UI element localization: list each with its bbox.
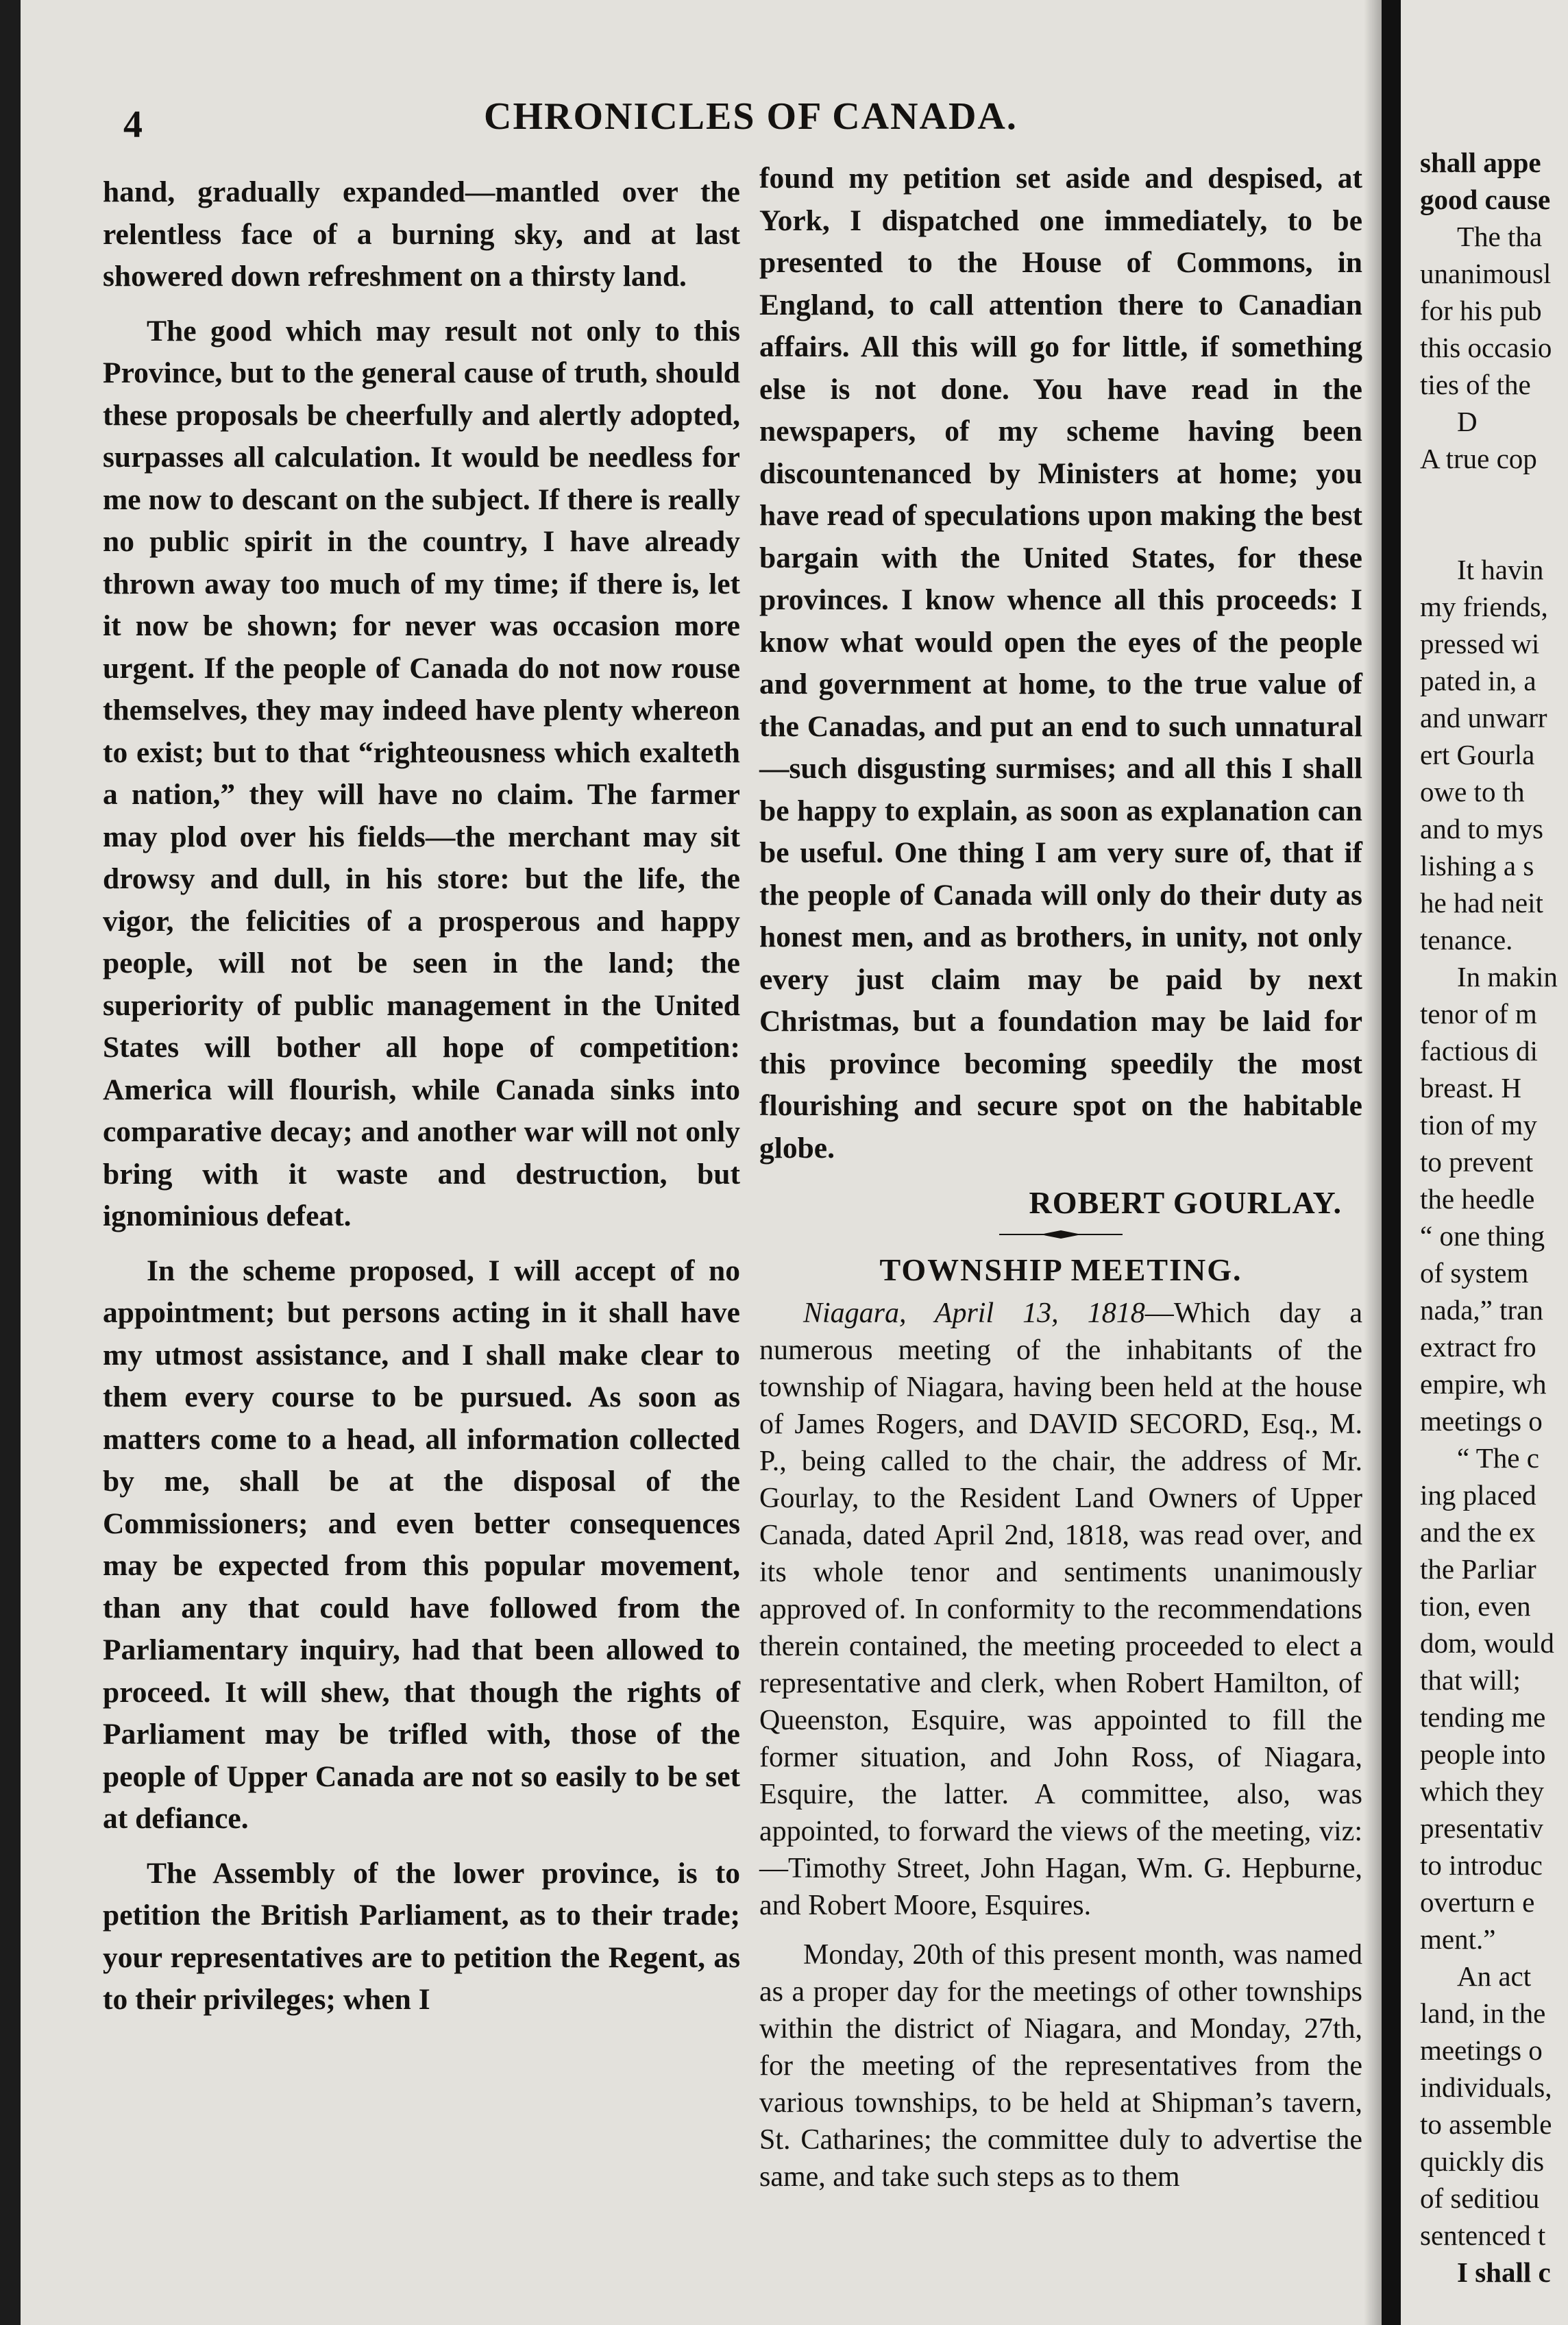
facing-page-line: overturn e [1420,1886,1535,1918]
left-paragraph-1: hand, gradually expanded—mantled over the relentless face of a burning sky, and at last showered down refreshment on a thirsty land. [103,175,740,293]
facing-page-line: the heedle [1420,1183,1535,1215]
facing-page-line: extract fro [1420,1331,1536,1363]
running-title: CHRONICLES OF CANADA. [484,95,1018,138]
signature: ROBERT GOURLAY. [1029,1185,1342,1220]
facing-page-line: ties of the [1420,369,1531,400]
facing-page-line: tenor of m [1420,998,1537,1030]
facing-page-line: to introduc [1420,1849,1543,1881]
facing-page-line: owe to th [1420,776,1525,807]
facing-page-line: meetings o [1420,1405,1543,1437]
meeting-report [759,1295,1362,2195]
facing-page-line: quickly dis [1420,2145,1545,2177]
facing-page-line: which they [1420,1775,1545,1807]
gutter-shadow [1364,0,1382,2325]
facing-page-line: for his pub [1420,295,1542,326]
facing-page-line: unanimousl [1420,258,1552,289]
facing-page-line: ert Gourla [1420,739,1535,770]
facing-page-line: shall appe [1420,147,1541,178]
facing-page-line [1420,477,1568,514]
facing-page-line: tenance. [1420,924,1513,955]
facing-page-line: my friends, [1420,591,1548,622]
facing-page-line: and the ex [1420,1516,1536,1548]
facing-page-line: dom, would [1420,1627,1554,1659]
page-edge [1382,0,1401,2325]
ornament-rule-icon [999,1230,1123,1239]
facing-page-line: lishing a s [1420,850,1534,881]
left-paragraph-3: In the scheme proposed, I will accept of no appointment; but persons acting in it shall have my utmost assistance, and I shall make clear to them every course to be pursued. As soon as matters come to a head, all information collected by me, shall be at the disposal of the Commissioners; and even better consequences may be expected from this popular movement, than any that could have followed from the Parliamentary inquiry, had that been allowed to proceed. It will shew, that though the rights of Parliament may be trifled with, those of the people of Upper Canada are not so easily to be set at defiance. [103,1254,740,1835]
facing-page-line: tending me [1420,1701,1546,1733]
facing-page-line: to assemble [1420,2108,1552,2140]
facing-page-line: the Parliar [1420,1553,1536,1585]
facing-page-line: factious di [1420,1035,1538,1067]
facing-page-line: A true cop [1420,443,1537,474]
facing-page-line: nada,” tran [1420,1294,1543,1326]
facing-page-line: D [1457,406,1478,437]
facing-page-line: that will; [1420,1664,1521,1696]
facing-page-line: pated in, a [1420,665,1536,696]
meeting-text-1: —Which day a numerous meeting of the inhabitants of the township of Niagara, having been held at the house of James Rogers, and DAVID SECORD, Esq., M. P., being called to the chair, the address of Mr. Gourlay, to the Resident Land Owners of Upper Canada, dated April 2nd, 1818, was read over, and its whole tenor and sentiments unanimously approved of. In conformity to the recommendations therein contained, the meeting proceeded to elect a representative and clerk, when Robert Hamilton, of Queenston, Esquire, was appointed to fill the former situation, and John Ross, of Niagara, Esquire, the latter. A committee, also, was appointed, to forward the views of the meeting, viz: —Timothy Street, John Hagan, Wm. G. Hepburne, and Robert Moore, Esquires. [759,1298,1362,1921]
facing-page-fragment [1401,0,1568,2325]
facing-page-line: good cause [1420,184,1551,215]
facing-page-line: sentenced t [1420,2219,1546,2251]
facing-page-line: tion of my [1420,1109,1537,1141]
facing-page-line: and unwarr [1420,702,1547,733]
facing-page-line: ing placed [1420,1479,1536,1511]
facing-page-text [1420,144,1568,2291]
facing-page-line [1420,514,1568,551]
facing-page-line: It havin [1457,554,1544,585]
facing-page-line: tion, even [1420,1590,1531,1622]
ornamental-rule [759,1230,1362,1239]
facing-page-line: he had neit [1420,887,1543,918]
left-paragraph-4: The Assembly of the lower province, is to petition the British Parliament, as to their trade; your representatives are to petition the Regent, as to their privileges; when I [103,1856,740,2016]
facing-page-line: ment.” [1420,1923,1496,1955]
middle-column [759,158,1362,2208]
facing-page-line: this occasio [1420,332,1552,363]
facing-page-line: to prevent [1420,1146,1534,1178]
facing-page-line: meetings o [1420,2034,1543,2066]
facing-page-line: empire, wh [1420,1368,1547,1400]
facing-page-line: individuals, [1420,2071,1552,2103]
facing-page-line: breast. H [1420,1072,1522,1104]
facing-page-line: pressed wi [1420,628,1540,659]
facing-page-line: “ The c [1457,1442,1539,1474]
facing-page-line: of seditiou [1420,2182,1540,2214]
facing-page-line: The tha [1457,221,1543,252]
facing-page-line: presentativ [1420,1812,1543,1844]
facing-page-line: In makin [1457,961,1558,993]
facing-page-line: land, in the [1420,1997,1546,2029]
meeting-dateline: Niagara, April 13, 1818 [803,1298,1145,1329]
left-column [103,171,740,2034]
facing-page-line: An act [1457,1960,1532,1992]
middle-paragraph-1: found my petition set aside and despised, at York, I dispatched one immediately, to be presented to the House of Commons, in England, to call attention there to Canadian affairs. All this will go for little, if something else is not done. You have read in the newspapers, of my scheme having been discountenanced by Ministers at home; you have read of speculations upon making the best bargain with the United States, for these provinces. I know whence all this proceeds: I know what would open the eyes of the people and government at home, to the true value of the Canadas, and put an end to such unnatural—such disgusting surmises; and all this I shall be happy to explain, as soon as explanation can be useful. One thing I am very sure of, that if the people of Canada will only do their duty as honest men, and as brothers, in unity, not only every just claim may be paid by next Christmas, but a foundation may be laid for this province becoming speedily the most flourishing and secure spot on the habitable globe. [759,162,1362,1165]
facing-page-line: and to mys [1420,813,1543,844]
left-paragraph-2: The good which may result not only to this Province, but to the general cause of truth, should these proposals be cheerfully and alertly adopted, surpasses all calculation. It would be needless for me now to descant on the subject. If there is really no public spirit in the country, I have already thrown away too much of my time; if there is, let it now be shown; for never was occasion more urgent. If the people of Canada do not now rouse themselves, they may indeed have plenty whereon to exist; but to that “righteousness which exalteth a nation,” they will have no claim. The farmer may plod over his fields—the merchant may sit drowsy and dull, in his store: but the life, the vigor, the felicities of a prosperous and happy people, will not be seen in the land; the superiority of public management in the United States will bother all hope of competition: America will flourish, while Canada sinks into comparative decay; and another war will not only bring with it waste and destruction, but ignominious defeat. [103,314,740,1232]
facing-page-line: people into [1420,1738,1546,1770]
page-number: 4 [123,104,143,146]
section-title: TOWNSHIP MEETING. [879,1252,1242,1287]
meeting-paragraph-2: Monday, 20th of this present month, was named as a proper day for the meetings of other townships within the district of Niagara, and Monday, 27th, for the meeting of the representatives from the various townships, to be held at Shipman’s tavern, St. Catharines; the committee duly to advertise the same, and take such steps as to them [759,1939,1362,2193]
meeting-paragraph-1 [759,1295,1362,1924]
facing-page-line: “ one thing [1420,1220,1545,1252]
facing-page-line: of system [1420,1257,1529,1289]
facing-page-line: I shall c [1457,2256,1551,2288]
